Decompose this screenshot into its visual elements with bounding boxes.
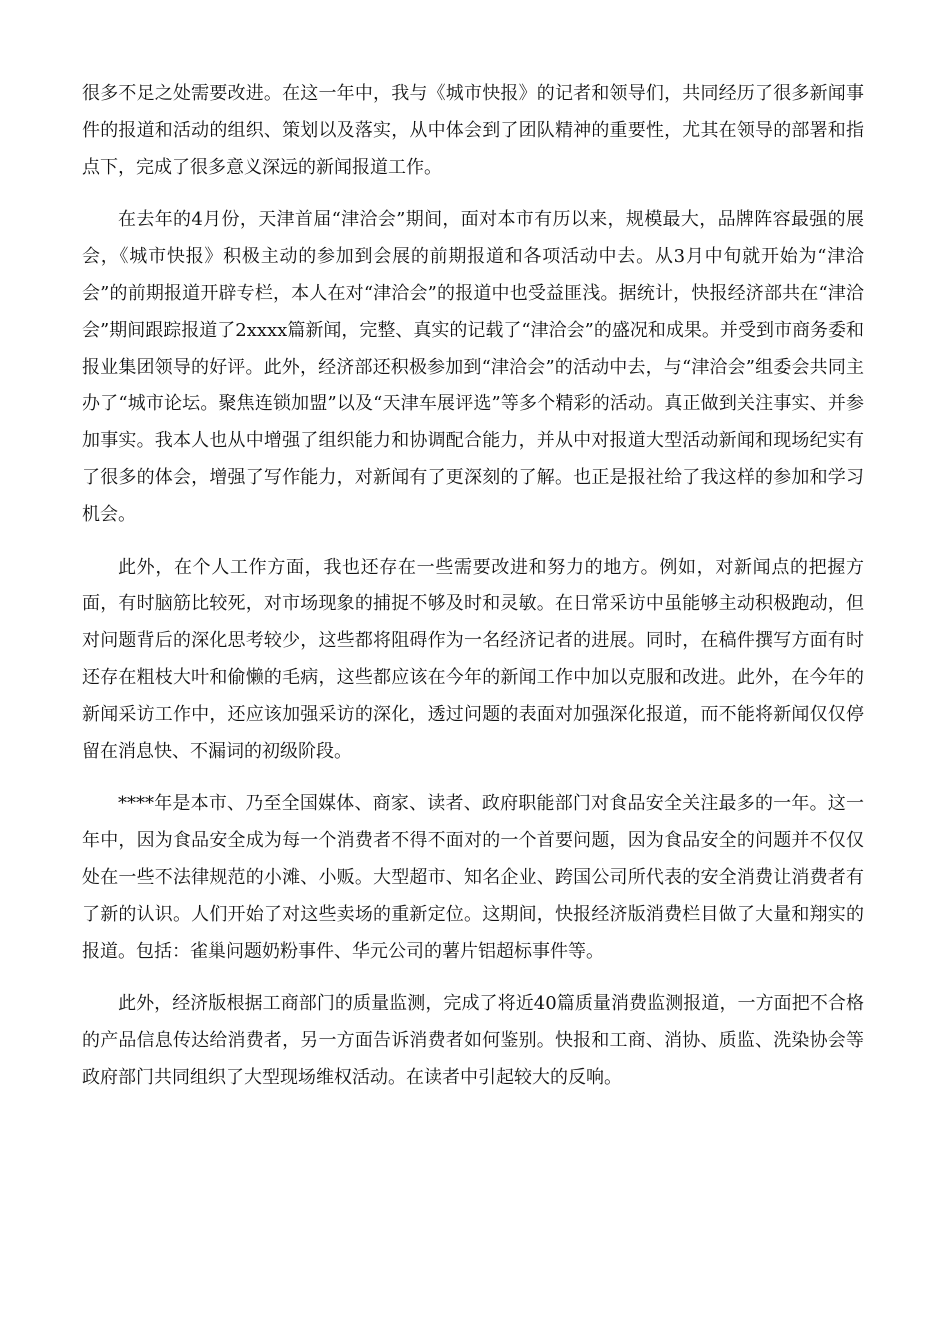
paragraph-4: ****年是本市、乃至全国媒体、商家、读者、政府职能部门对食品安全关注最多的一年。这一年中，因为食品安全成为每一个消费者不得不面对的一个首要问题，因为食品安全的问题并不仅仅处在一些不法律规范的小滩、小贩。大型超市、知名企业、跨国公司所代表的安全消费让消费者有了新的认识。人们开始了对这些卖场的重新定位。这期间，快报经济版消费栏目做了大量和翔实的报道。包括：雀巢问题奶粉事件、华元公司的薯片铝超标事件等。: [82, 793, 864, 962]
paragraph-3: 此外，在个人工作方面，我也还存在一些需要改进和努力的地方。例如，对新闻点的把握方面，有时脑筋比较死，对市场现象的捕捉不够及时和灵敏。在日常采访中虽能够主动积极跑动，但对问题背后的深化思考较少，这些都将阻碍作为一名经济记者的进展。同时，在稿件撰写方面有时还存在粗枝大叶和偷懒的毛病，这些都应该在今年的新闻工作中加以克服和改进。此外，在今年的新闻采访工作中，还应该加强采访的深化，透过问题的表面对加强深化报道，而不能将新闻仅仅停留在消息快、不漏词的初级阶段。: [82, 556, 864, 762]
paragraph-5: 此外，经济版根据工商部门的质量监测，完成了将近40篇质量消费监测报道，一方面把不合格的产品信息传达给消费者，另一方面告诉消费者如何鉴别。快报和工商、消协、质监、洗染协会等政府部门共同组织了大型现场维权活动。在读者中引起较大的反响。: [82, 993, 864, 1088]
paragraph-2: 在去年的4月份，天津首届“津洽会”期间，面对本市有历以来，规模最大，品牌阵容最强的展会，《城市快报》积极主动的参加到会展的前期报道和各项活动中去。从3月中旬就开始为“津洽会”的前期报道开辟专栏，本人在对“津洽会”的报道中也受益匪浅。据统计，快报经济部共在“津洽会”期间跟踪报道了2xxxx篇新闻，完整、真实的记载了“津洽会”的盛况和成果。并受到市商务委和报业集团领导的好评。此外，经济部还积极参加到“津洽会”的活动中去，与“津洽会”组委会共同主办了“城市论坛。聚焦连锁加盟”以及“天津车展评选”等多个精彩的活动。真正做到关注事实、并参加事实。我本人也从中增强了组织能力和协调配合能力，并从中对报道大型活动新闻和现场纪实有了很多的体会，增强了写作能力，对新闻有了更深刻的了解。也正是报社给了我这样的参加和学习机会。: [82, 209, 864, 525]
paragraph-1: 很多不足之处需要改进。在这一年中，我与《城市快报》的记者和领导们，共同经历了很多新闻事件的报道和活动的组织、策划以及落实，从中体会到了团队精神的重要性，尤其在领导的部署和指点下，完成了很多意义深远的新闻报道工作。: [82, 83, 864, 178]
document-body: [82, 76, 864, 1113]
